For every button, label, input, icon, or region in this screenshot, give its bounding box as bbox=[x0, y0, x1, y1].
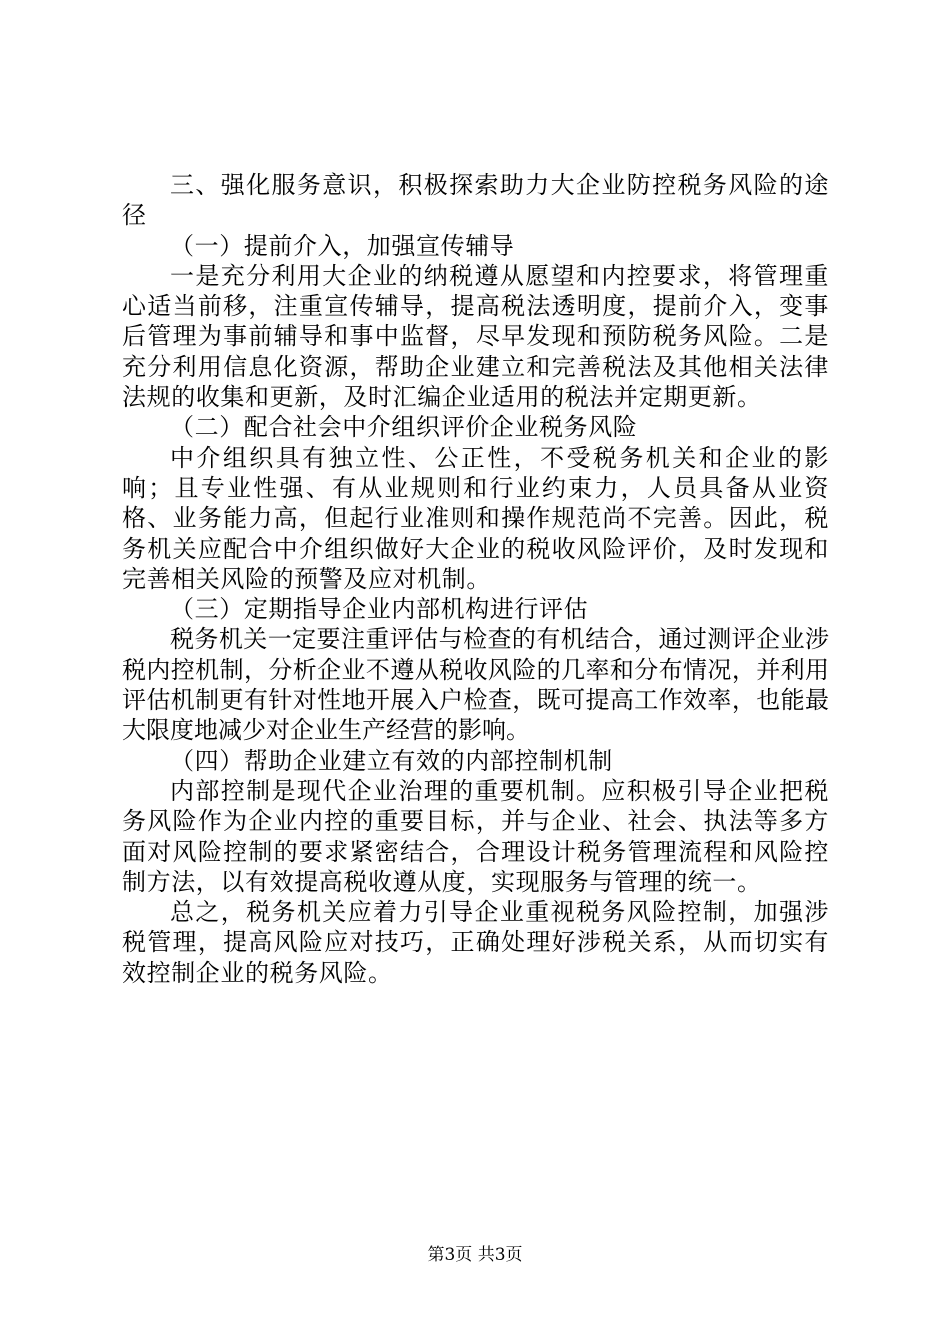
body-paragraph: 一是充分利用大企业的纳税遵从愿望和内控要求，将管理重心适当前移，注重宣传辅导，提高税法透明度，提前介入，变事后管理为事前辅导和事中监督，尽早发现和预防税务风险。二是充分利用信息化资源，帮助企业建立和完善税法及其他相关法律法规的收集和更新，及时汇编企业适用的税法并定期更新。 bbox=[122, 261, 829, 412]
body-paragraph: 税务机关一定要注重评估与检查的有机结合，通过测评企业涉税内控机制，分析企业不遵从税收风险的几率和分布情况，并利用评估机制更有针对性地开展入户检查，既可提高工作效率，也能最大限度地减少对企业生产经营的影响。 bbox=[122, 625, 829, 745]
subsection-heading: （二）配合社会中介组织评价企业税务风险 bbox=[170, 413, 638, 442]
subsection-heading: （一）提前介入，加强宣传辅导 bbox=[170, 231, 515, 260]
subsection-heading: （三）定期指导企业内部机构进行评估 bbox=[170, 595, 589, 624]
body-paragraph: 内部控制是现代企业治理的重要机制。应积极引导企业把税务风险作为企业内控的重要目标，并与企业、社会、执法等多方面对风险控制的要求紧密结合，合理设计税务管理流程和风险控制方法，以有效提高税收遵从度，实现服务与管理的统一。 bbox=[122, 776, 829, 896]
section-heading: 三、强化服务意识，积极探索助力大企业防控税务风险的途径 bbox=[122, 171, 829, 230]
body-paragraph: 中介组织具有独立性、公正性，不受税务机关和企业的影响；且专业性强、有从业规则和行业约束力，人员具备从业资格、业务能力高，但起行业准则和操作规范尚不完善。因此，税务机关应配合中介组织做好大企业的税收风险评价，及时发现和完善相关风险的预警及应对机制。 bbox=[122, 443, 829, 593]
subsection-heading: （四）帮助企业建立有效的内部控制机制 bbox=[170, 746, 613, 775]
document-body bbox=[122, 170, 829, 988]
page-footer: 第3页 共3页 bbox=[427, 1245, 523, 1265]
conclusion-paragraph: 总之，税务机关应着力引导企业重视税务风险控制，加强涉税管理，提高风险应对技巧，正确处理好涉税关系，从而切实有效控制企业的税务风险。 bbox=[122, 898, 829, 987]
